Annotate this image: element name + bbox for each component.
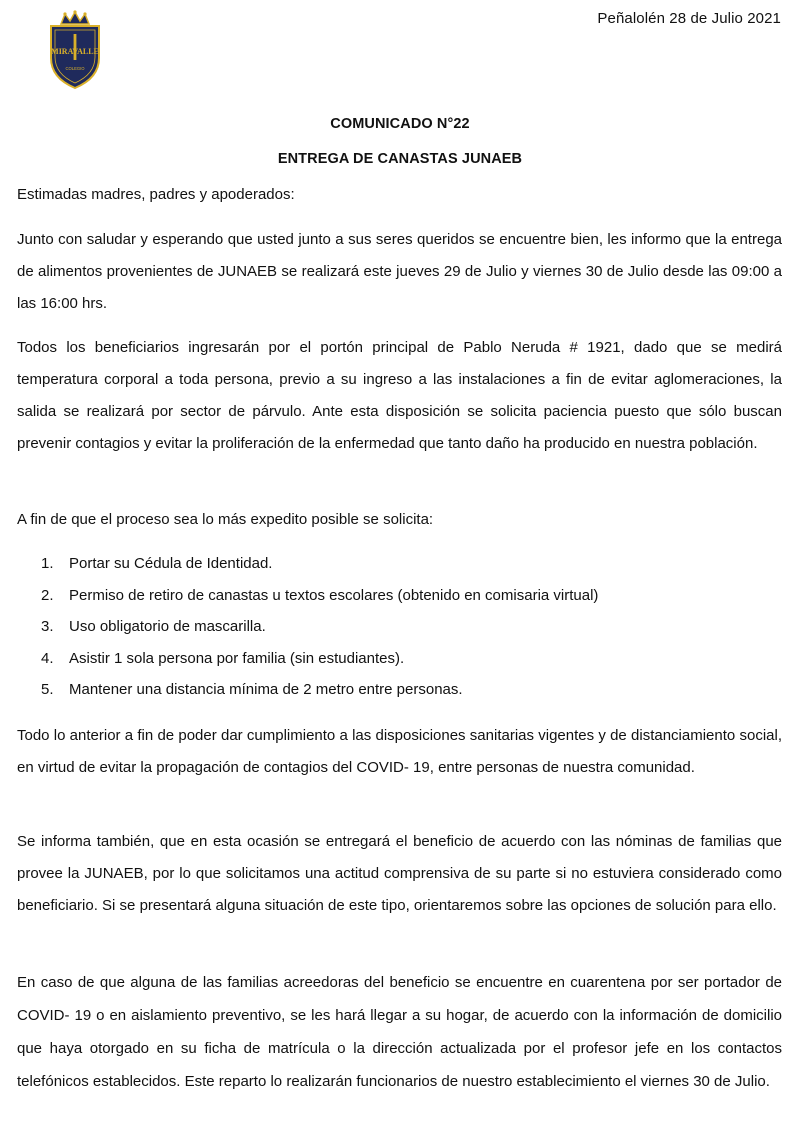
document-title: COMUNICADO N°22 [330,116,470,132]
requirements-list [17,548,598,706]
document-subtitle: ENTREGA DE CANASTAS JUNAEB [277,151,523,167]
requirements-intro: A fin de que el proceso sea lo más expedito posible se solicita: [17,511,434,528]
list-text: Mantener una distancia mínima de 2 metro entre personas. [69,681,463,698]
list-number: 2. [41,586,54,604]
list-text: Uso obligatorio de mascarilla. [69,618,266,635]
paragraph-home-delivery: En caso de que alguna de las familias acreedoras del beneficio se encuentre en cuarentena por ser portador de COVID- 19 o en aislamiento preventivo, se les hará llegar a su hogar, de acuerdo con la información de domicilio que haya otorgado en su ficha de matrícula o la dirección actualizada por el profesor jefe en los contactos telefónicos establecidos. Este reparto lo realizarán funcionarios de nuestro establecimiento el viernes 30 de Julio. [17,974,782,1090]
list-text: Asistir 1 sola persona por familia (sin estudiantes). [69,649,405,667]
list-item [17,643,598,675]
logo-subtext: COLEGIO [65,66,85,71]
list-text: Permiso de retiro de canastas u textos escolares (obtenido en comisaria virtual) [69,586,599,604]
list-item [17,611,598,643]
list-item [17,548,598,580]
school-crest-logo [45,10,105,90]
list-number: 1. [41,555,54,572]
list-number: 3. [41,618,54,635]
list-number: 5. [41,681,54,698]
logo-wordmark: MIRAVALLE [51,47,99,56]
paragraph-entry-instructions: Todos los beneficiarios ingresarán por el portón principal de Pablo Neruda # 1921, dado que se medirá temperatura corporal a toda persona, previo a su ingreso a las instalaciones a fin de evitar aglomeraciones, la salida se realizará por sector de párvulo. Ante esta disposición se solicita paciencia puesto que sólo buscan prevenir contagios y evitar la proliferación de la enfermedad que tanto daño ha producido en nuestra población. [17,339,782,452]
list-item [17,674,598,706]
list-number: 4. [41,649,54,667]
letter-date: Peñalolén 28 de Julio 2021 [597,10,781,27]
salutation: Estimadas madres, padres y apoderados: [17,186,295,203]
paragraph-compliance: Todo lo anterior a fin de poder dar cumplimiento a las disposiciones sanitarias vigentes y de distanciamiento social, en virtud de evitar la propagación de contagios del COVID- 19, entre personas de nuestra comunidad. [17,727,782,776]
paragraph-beneficiary-lists: Se informa también, que en esta ocasión se entregará el beneficio de acuerdo con las nóminas de familias que provee la JUNAEB, por lo que solicitamos una actitud comprensiva de su parte si no estuviera considerado como beneficiario. Si se presentará alguna situación de este tipo, orientaremos sobre las opciones de solución para ello. [17,833,782,914]
list-text: Portar su Cédula de Identidad. [69,555,273,572]
paragraph-delivery-dates: Junto con saludar y esperando que usted junto a sus seres queridos se encuentre bien, les informo que la entrega de alimentos provenientes de JUNAEB se realizará este jueves 29 de Julio y viernes 30 de Julio desde las 09:00 a las 16:00 hrs. [17,231,782,312]
list-item [17,580,598,612]
